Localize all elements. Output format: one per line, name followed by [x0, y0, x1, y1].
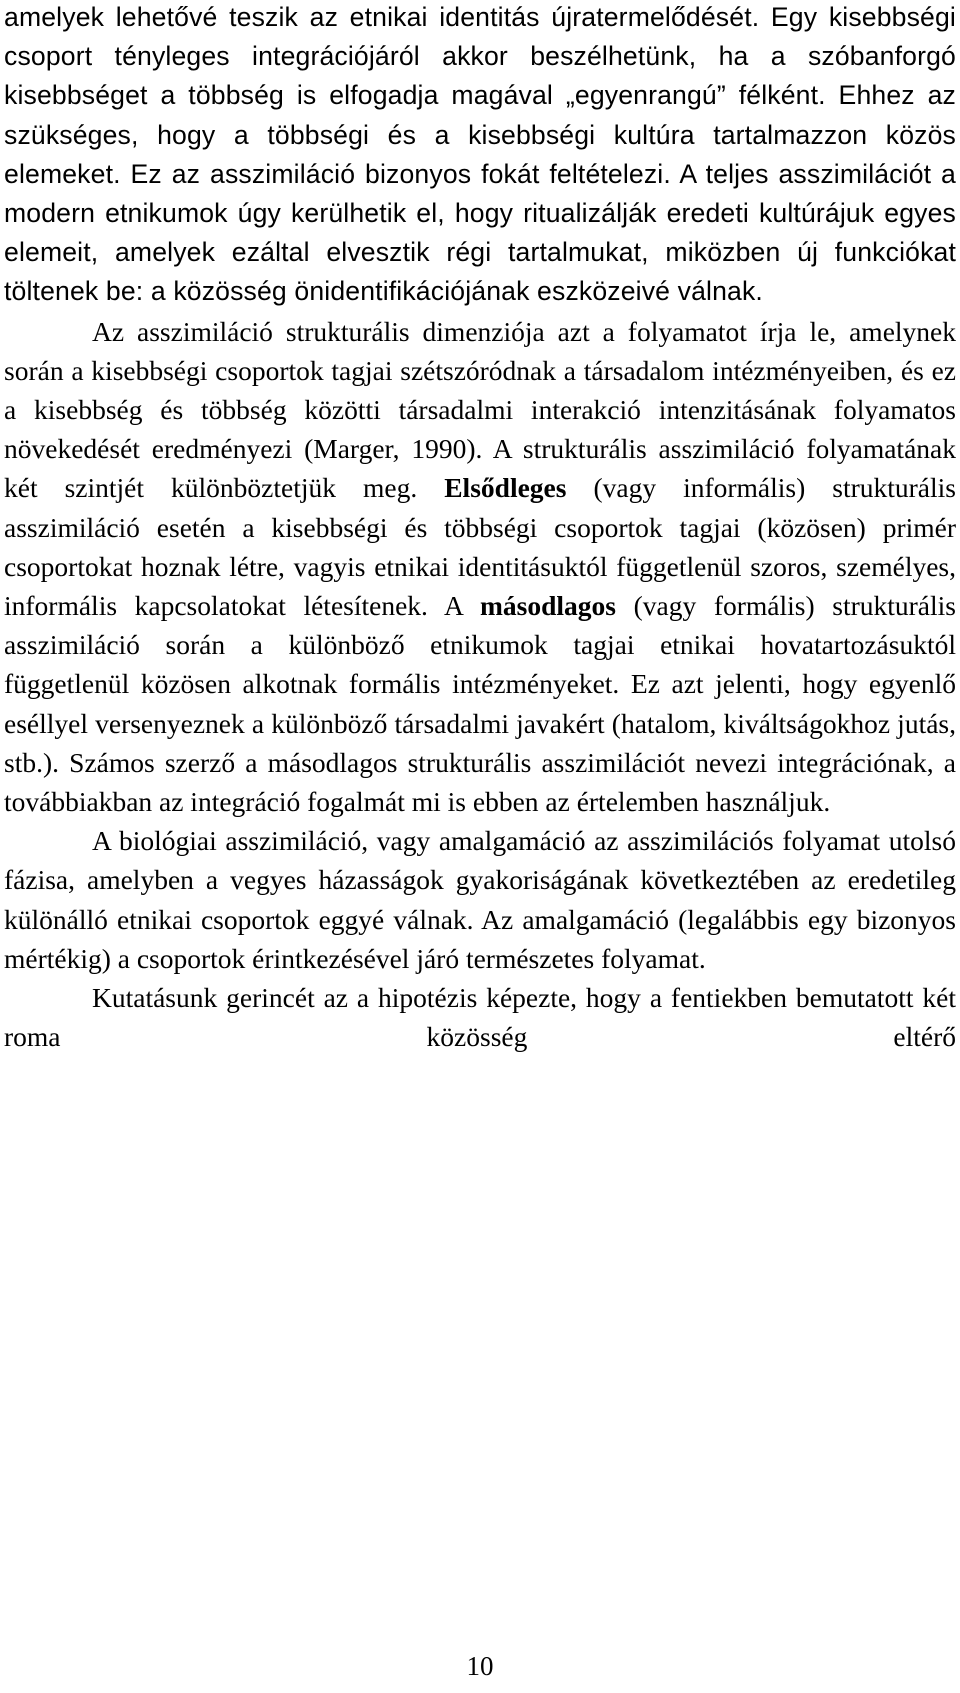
- paragraph-text: (vagy informális) strukturális asszimiláció esetén a kisebbségi és többségi csoportok tagjai (közösen) primér csoportokat hoznak létre, vagyis etnikai identitásuktól függetlenül szoros, személyes, informális kapcsolatokat létesítenek. A: [4, 472, 956, 622]
- bold-term: Elsődleges: [444, 472, 567, 504]
- paragraph-text: Kutatásunk gerincét az a hipotézis képezte, hogy a fentiekben bemutatott két roma közösség eltérő: [4, 982, 956, 1053]
- bold-term: másodlagos: [479, 590, 616, 622]
- paragraph-4: [4, 978, 956, 1056]
- page-number: 10: [466, 1651, 494, 1681]
- paragraph-3: [4, 821, 956, 978]
- paragraph-1: [4, 0, 956, 312]
- paragraph-text: amelyek lehetővé teszik az etnikai identitás újratermelődését. Egy kisebbségi csoport tényleges integrációjáról akkor beszélhetünk, ha a szóbanforgó kisebbséget a többség is elfogadja magával „egyenrangú” félként. Ehhez az szükséges, hogy a többségi és a kisebbségi kultúra tartalmazzon közös elemeket. Ez az asszimiláció bizonyos fokát feltételezi. A teljes asszimilációt a modern etnikumok úgy kerülhetik el, hogy ritualizálják eredeti kultúrájuk egyes elemeit, amelyek ezáltal elvesztik régi tartalmukat, miközben új funkciókat töltenek be: a közösség önidentifikációjának eszközeivé válnak.: [4, 2, 956, 307]
- paragraph-text: (vagy formális) strukturális asszimiláció során a különböző etnikumok tagjai etnikai hovatartozásuktól függetlenül közösen alkotnak formális intézményeket. Ez azt jelenti, hogy egyenlő eséllyel versenyeznek a különböző társadalmi javakért (hatalom, kiváltságokhoz jutás, stb.). Számos szerző a másodlagos strukturális asszimilációt nevezi integrációnak, a továbbiakban az integráció fogalmát mi is ebben az értelemben használjuk.: [4, 590, 956, 818]
- document-page: [4, 0, 956, 1056]
- paragraph-text: A biológiai asszimiláció, vagy amalgamáció az asszimilációs folyamat utolsó fázisa, amelyben a vegyes házasságok gyakoriságának következtében az eredetileg különálló etnikai csoportok eggyé válnak. Az amalgamáció (legalábbis egy bizonyos mértékig) a csoportok érintkezésével járó természetes folyamat.: [4, 825, 956, 974]
- paragraph-text: Az asszimiláció strukturális dimenziója azt a folyamatot írja le, amelynek során a kisebbségi csoportok tagjai szétszóródnak a társadalom intézményeiben, és ez a kisebbség és többség közötti társadalmi interakció intenzitásának folyamatos növekedését eredményezi (Marger, 1990). A strukturális asszimiláció folyamatának két szintjét különböztetjük meg.: [4, 315, 956, 504]
- paragraph-2: [4, 312, 956, 822]
